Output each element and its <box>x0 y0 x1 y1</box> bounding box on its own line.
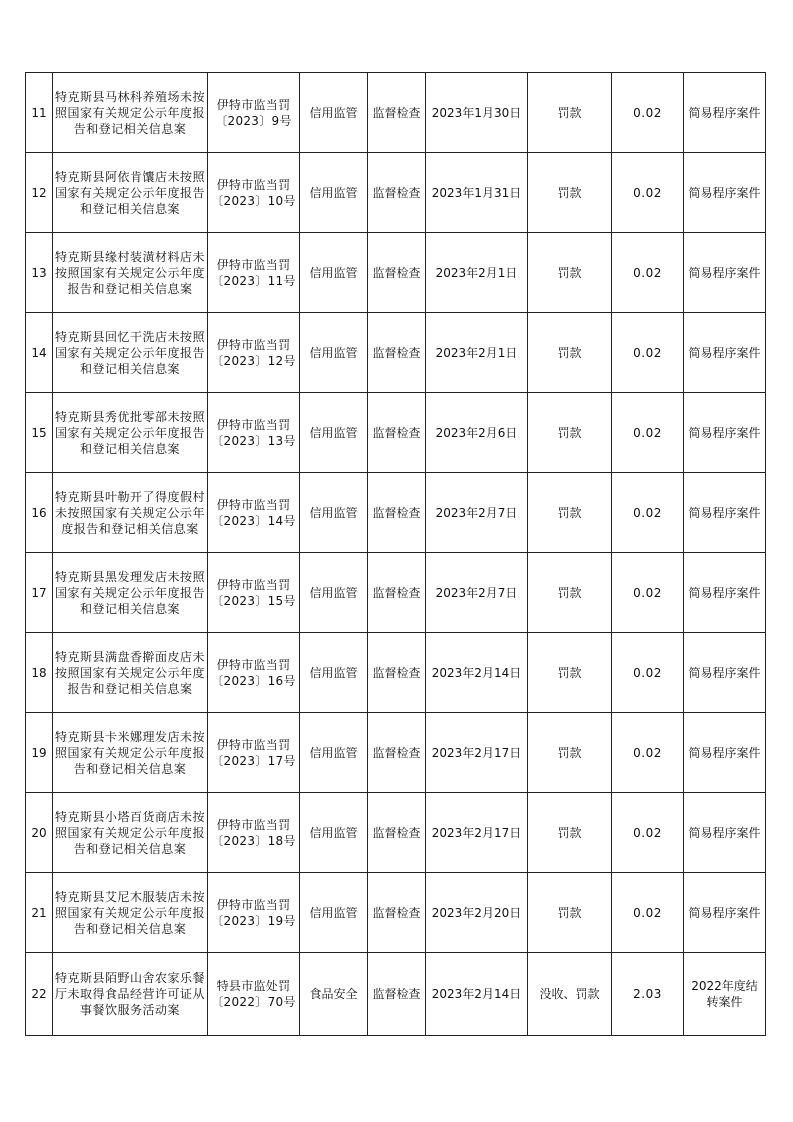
decision-document-number: 伊特市监当罚〔2023〕16号 <box>208 633 300 713</box>
decision-date: 2023年2月17日 <box>426 793 528 873</box>
case-category: 信用监管 <box>300 313 368 393</box>
case-category: 信用监管 <box>300 713 368 793</box>
penalty-amount: 0.02 <box>612 233 684 313</box>
case-category: 信用监管 <box>300 393 368 473</box>
case-remark: 简易程序案件 <box>684 153 766 233</box>
case-source: 监督检查 <box>368 553 426 633</box>
penalty-type: 罚款 <box>528 713 612 793</box>
decision-date: 2023年1月31日 <box>426 153 528 233</box>
penalty-amount: 0.02 <box>612 713 684 793</box>
case-number: 18 <box>26 633 53 713</box>
case-category: 信用监管 <box>300 553 368 633</box>
penalty-amount: 2.03 <box>612 953 684 1036</box>
penalty-amount: 0.02 <box>612 313 684 393</box>
case-category: 信用监管 <box>300 153 368 233</box>
table-row <box>26 473 766 553</box>
case-source: 监督检查 <box>368 713 426 793</box>
penalty-type: 罚款 <box>528 873 612 953</box>
penalty-type: 罚款 <box>528 553 612 633</box>
table-row <box>26 633 766 713</box>
table-row <box>26 553 766 633</box>
decision-date: 2023年2月20日 <box>426 873 528 953</box>
decision-date: 2023年2月1日 <box>426 313 528 393</box>
case-source: 监督检查 <box>368 153 426 233</box>
penalty-type: 罚款 <box>528 793 612 873</box>
case-category: 信用监管 <box>300 873 368 953</box>
decision-document-number: 伊特市监当罚〔2023〕10号 <box>208 153 300 233</box>
case-remark: 简易程序案件 <box>684 73 766 153</box>
case-number: 19 <box>26 713 53 793</box>
penalty-amount: 0.02 <box>612 73 684 153</box>
case-name: 特克斯县卡米娜理发店未按照国家有关规定公示年度报告和登记相关信息案 <box>53 713 208 793</box>
case-remark: 2022年度结转案件 <box>684 953 766 1036</box>
case-number: 17 <box>26 553 53 633</box>
table-row <box>26 393 766 473</box>
case-remark: 简易程序案件 <box>684 233 766 313</box>
decision-date: 2023年1月30日 <box>426 73 528 153</box>
case-name: 特克斯县叶勒开了得度假村未按照国家有关规定公示年度报告和登记相关信息案 <box>53 473 208 553</box>
case-name: 特克斯县黑发理发店未按照国家有关规定公示年度报告和登记相关信息案 <box>53 553 208 633</box>
case-source: 监督检查 <box>368 793 426 873</box>
decision-document-number: 特县市监处罚〔2022〕70号 <box>208 953 300 1036</box>
case-name: 特克斯县满盘香擀面皮店未按照国家有关规定公示年度报告和登记相关信息案 <box>53 633 208 713</box>
case-category: 信用监管 <box>300 633 368 713</box>
case-category: 信用监管 <box>300 793 368 873</box>
decision-document-number: 伊特市监当罚〔2023〕11号 <box>208 233 300 313</box>
penalty-type: 罚款 <box>528 473 612 553</box>
case-name: 特克斯县秀优批零部未按照国家有关规定公示年度报告和登记相关信息案 <box>53 393 208 473</box>
decision-document-number: 伊特市监当罚〔2023〕17号 <box>208 713 300 793</box>
case-number: 21 <box>26 873 53 953</box>
case-source: 监督检查 <box>368 393 426 473</box>
penalty-amount: 0.02 <box>612 793 684 873</box>
penalty-type: 罚款 <box>528 153 612 233</box>
case-category: 信用监管 <box>300 473 368 553</box>
case-name: 特克斯县陌野山舍农家乐餐厅未取得食品经营许可证从事餐饮服务活动案 <box>53 953 208 1036</box>
case-number: 13 <box>26 233 53 313</box>
decision-document-number: 伊特市监当罚〔2023〕15号 <box>208 553 300 633</box>
case-number: 11 <box>26 73 53 153</box>
case-remark: 简易程序案件 <box>684 393 766 473</box>
penalty-type: 罚款 <box>528 313 612 393</box>
case-name: 特克斯县回忆干洗店未按照国家有关规定公示年度报告和登记相关信息案 <box>53 313 208 393</box>
decision-date: 2023年2月7日 <box>426 553 528 633</box>
decision-document-number: 伊特市监当罚〔2023〕12号 <box>208 313 300 393</box>
case-number: 20 <box>26 793 53 873</box>
case-name: 特克斯县艾尼木服装店未按照国家有关规定公示年度报告和登记相关信息案 <box>53 873 208 953</box>
penalty-type: 罚款 <box>528 633 612 713</box>
case-category: 食品安全 <box>300 953 368 1036</box>
case-number: 22 <box>26 953 53 1036</box>
penalty-cases-table <box>25 72 766 1036</box>
decision-document-number: 伊特市监当罚〔2023〕18号 <box>208 793 300 873</box>
penalty-amount: 0.02 <box>612 873 684 953</box>
case-remark: 简易程序案件 <box>684 473 766 553</box>
table-row <box>26 73 766 153</box>
case-remark: 简易程序案件 <box>684 713 766 793</box>
case-remark: 简易程序案件 <box>684 793 766 873</box>
case-remark: 简易程序案件 <box>684 873 766 953</box>
decision-date: 2023年2月6日 <box>426 393 528 473</box>
table-row <box>26 873 766 953</box>
decision-date: 2023年2月14日 <box>426 953 528 1036</box>
case-source: 监督检查 <box>368 233 426 313</box>
case-source: 监督检查 <box>368 633 426 713</box>
penalty-amount: 0.02 <box>612 633 684 713</box>
penalty-amount: 0.02 <box>612 473 684 553</box>
decision-date: 2023年2月14日 <box>426 633 528 713</box>
table-row <box>26 153 766 233</box>
case-source: 监督检查 <box>368 473 426 553</box>
decision-document-number: 伊特市监当罚〔2023〕14号 <box>208 473 300 553</box>
decision-document-number: 伊特市监当罚〔2023〕13号 <box>208 393 300 473</box>
case-source: 监督检查 <box>368 73 426 153</box>
penalty-type: 罚款 <box>528 73 612 153</box>
case-number: 14 <box>26 313 53 393</box>
penalty-amount: 0.02 <box>612 153 684 233</box>
case-remark: 简易程序案件 <box>684 633 766 713</box>
case-number: 12 <box>26 153 53 233</box>
case-source: 监督检查 <box>368 953 426 1036</box>
case-source: 监督检查 <box>368 313 426 393</box>
penalty-amount: 0.02 <box>612 553 684 633</box>
case-name: 特克斯县马林科养殖场未按照国家有关规定公示年度报告和登记相关信息案 <box>53 73 208 153</box>
table-row <box>26 313 766 393</box>
table-row <box>26 713 766 793</box>
penalty-type: 没收、罚款 <box>528 953 612 1036</box>
table-row <box>26 953 766 1036</box>
case-category: 信用监管 <box>300 233 368 313</box>
case-name: 特克斯县小塔百货商店未按照国家有关规定公示年度报告和登记相关信息案 <box>53 793 208 873</box>
case-number: 15 <box>26 393 53 473</box>
penalty-amount: 0.02 <box>612 393 684 473</box>
decision-date: 2023年2月17日 <box>426 713 528 793</box>
case-name: 特克斯县缘村装潢材料店未按照国家有关规定公示年度报告和登记相关信息案 <box>53 233 208 313</box>
decision-date: 2023年2月7日 <box>426 473 528 553</box>
case-name: 特克斯县阿依肯馕店未按照国家有关规定公示年度报告和登记相关信息案 <box>53 153 208 233</box>
decision-date: 2023年2月1日 <box>426 233 528 313</box>
table-row <box>26 793 766 873</box>
table-row <box>26 233 766 313</box>
penalty-type: 罚款 <box>528 233 612 313</box>
decision-document-number: 伊特市监当罚〔2023〕9号 <box>208 73 300 153</box>
case-remark: 简易程序案件 <box>684 553 766 633</box>
case-source: 监督检查 <box>368 873 426 953</box>
penalty-type: 罚款 <box>528 393 612 473</box>
case-number: 16 <box>26 473 53 553</box>
table-body <box>26 73 766 1036</box>
case-category: 信用监管 <box>300 73 368 153</box>
case-remark: 简易程序案件 <box>684 313 766 393</box>
decision-document-number: 伊特市监当罚〔2023〕19号 <box>208 873 300 953</box>
